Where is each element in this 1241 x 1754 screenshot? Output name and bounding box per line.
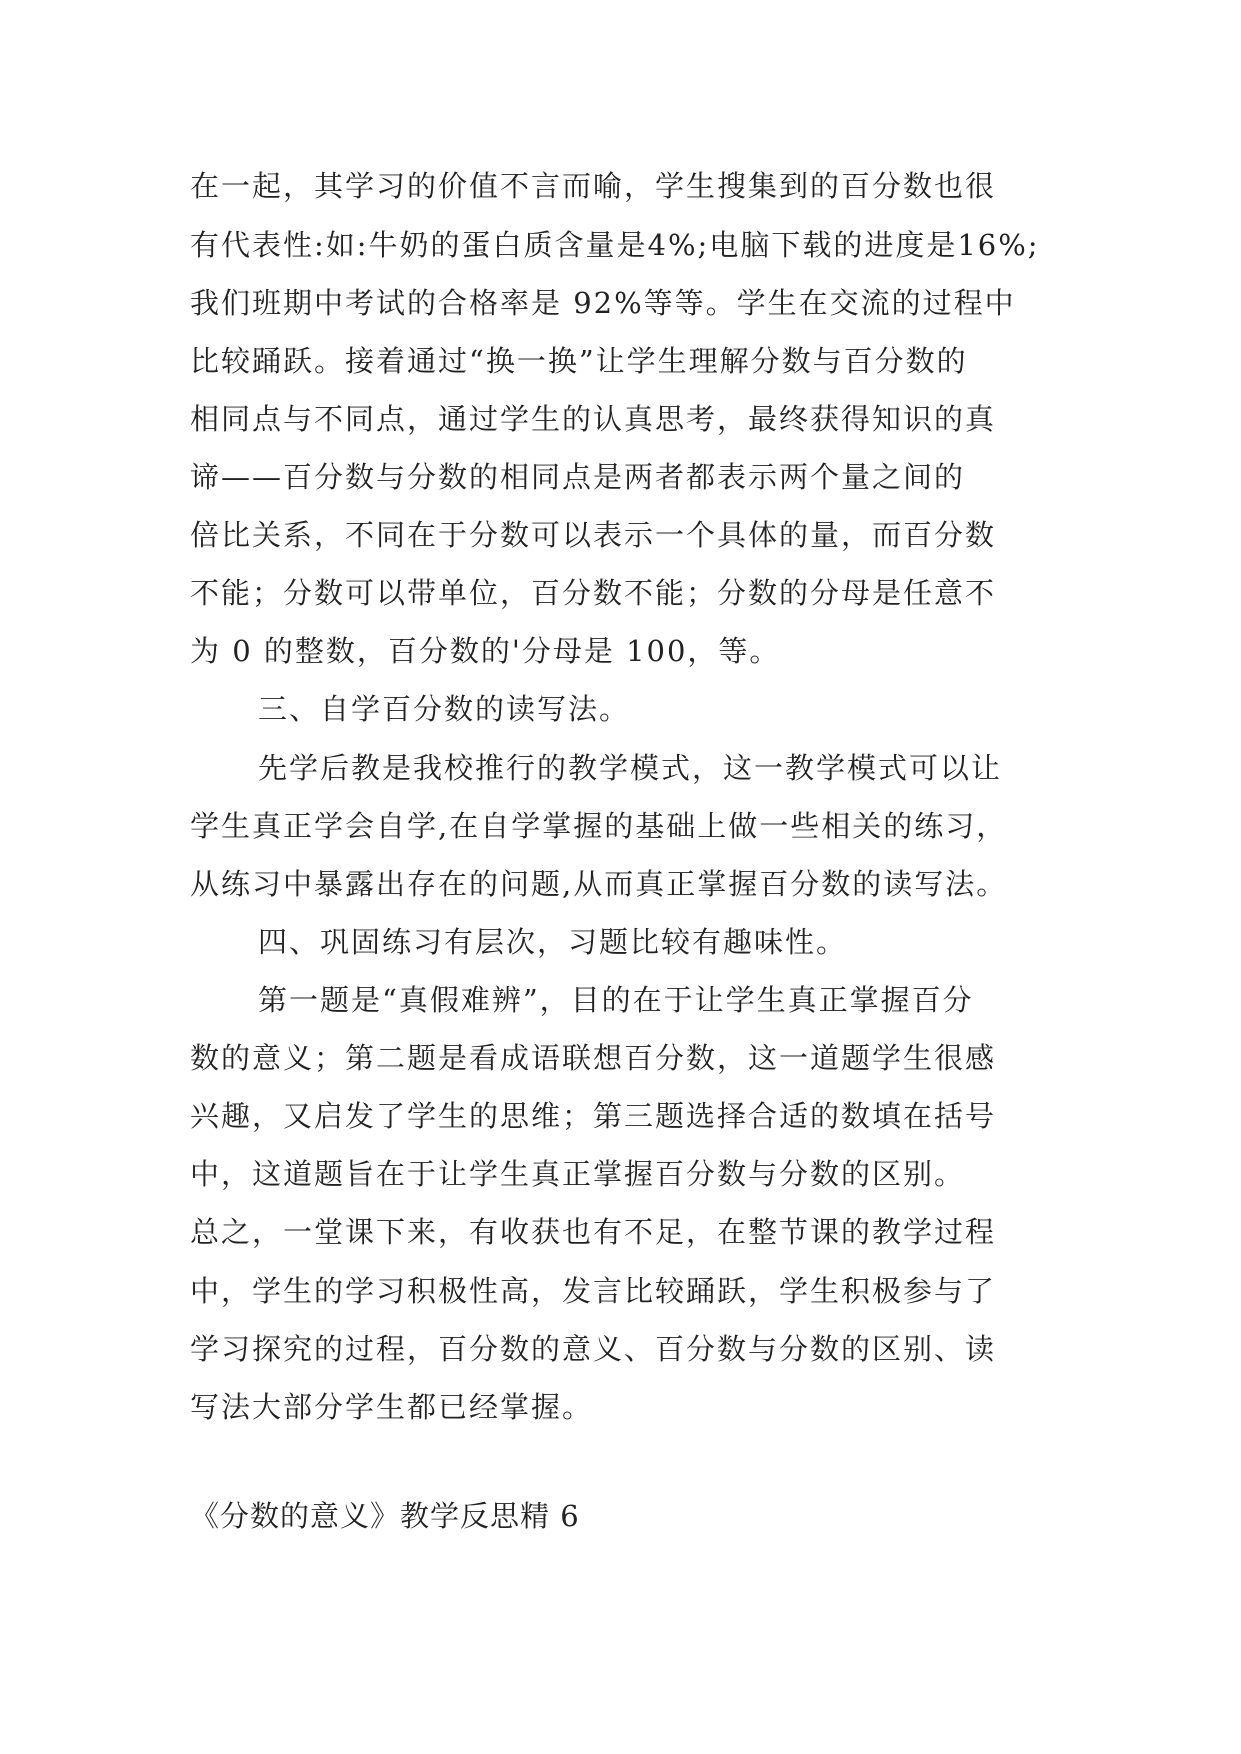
paragraph-line: 不能；分数可以带单位，百分数不能；分数的分母是任意不 [190, 576, 997, 610]
paragraph-line: 从练习中暴露出存在的问题,从而真正掌握百分数的读写法。 [190, 867, 1008, 901]
paragraph-line: 中，这道题旨在于让学生真正掌握百分数与分数的区别。 [190, 1157, 966, 1191]
paragraph-line: 学习探究的过程，百分数的意义、百分数与分数的区别、读 [190, 1332, 997, 1366]
paragraph-line: 相同点与不同点，通过学生的认真思考，最终获得知识的真 [190, 402, 997, 436]
paragraph-line: 数的意义；第二题是看成语联想百分数，这一道题学生很感 [190, 1041, 997, 1075]
paragraph-line: 学生真正学会自学,在自学掌握的基础上做一些相关的练习， [190, 809, 1008, 843]
paragraph-line: 先学后教是我校推行的教学模式，这一教学模式可以让 [258, 751, 1003, 785]
paragraph-line: 我们班期中考试的合格率是 92%等等。学生在交流的过程中 [190, 286, 1016, 320]
paragraph-line: 中，学生的学习积极性高，发言比较踊跃，学生积极参与了 [190, 1274, 997, 1308]
paragraph-line: 在一起，其学习的价值不言而喻，学生搜集到的百分数也很 [190, 169, 997, 203]
subheading-line: 三、自学百分数的读写法。 [258, 692, 631, 726]
section-title: 《分数的意义》教学反思精 6 [190, 1499, 580, 1533]
paragraph-line: 兴趣，又启发了学生的思维；第三题选择合适的数填在括号 [190, 1099, 997, 1133]
paragraph-line: 写法大部分学生都已经掌握。 [190, 1390, 594, 1424]
paragraph-line: 倍比关系，不同在于分数可以表示一个具体的量，而百分数 [190, 518, 997, 552]
paragraph-line: 有代表性:如:牛奶的蛋白质含量是4%;电脑下载的进度是16%; [190, 228, 1040, 262]
paragraph-line: 为 0 的整数，百分数的'分母是 100，等。 [190, 634, 781, 668]
paragraph-line: 总之，一堂课下来，有收获也有不足，在整节课的教学过程 [190, 1215, 997, 1249]
paragraph-line: 第一题是“真假难辨”，目的在于让学生真正掌握百分 [258, 983, 974, 1017]
paragraph-line: 比较踊跃。接着通过“换一换”让学生理解分数与百分数的 [190, 344, 968, 378]
paragraph-line: 谛——百分数与分数的相同点是两者都表示两个量之间的 [190, 460, 966, 494]
subheading-line: 四、巩固练习有层次，习题比较有趣味性。 [258, 925, 848, 959]
